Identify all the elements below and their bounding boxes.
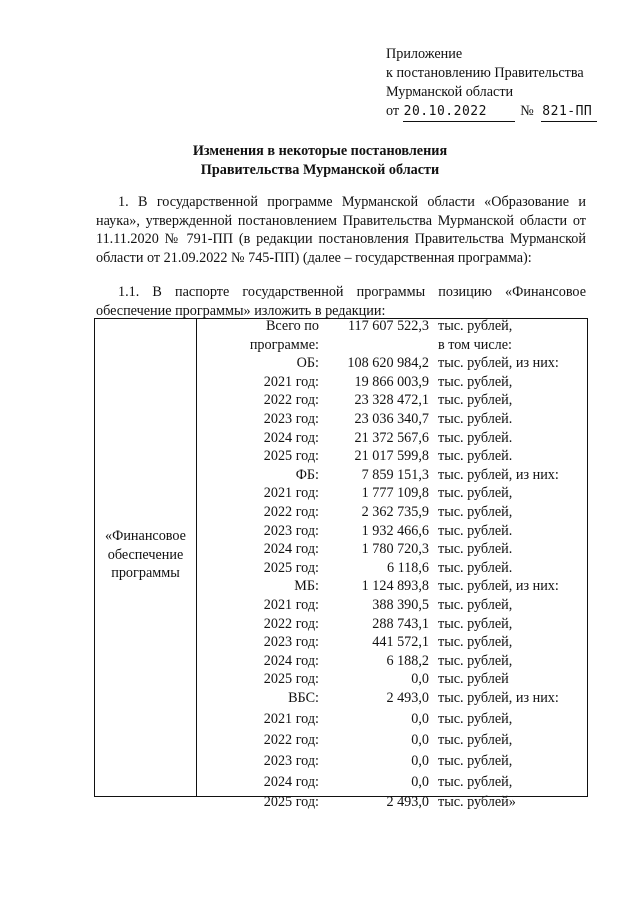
row-unit: тыс. рублей,	[438, 392, 513, 409]
table-row	[197, 522, 587, 541]
row-label: 2024 год:	[263, 541, 319, 558]
table-row	[197, 633, 587, 652]
appendix-date-line	[386, 102, 597, 122]
row-label: 2025 год:	[263, 448, 319, 465]
row-label: программе:	[249, 336, 319, 353]
row-unit: тыс. рублей.	[438, 411, 513, 427]
date-prefix: от	[386, 103, 400, 119]
row-label: 2023 год:	[263, 634, 319, 651]
row-unit: тыс. рублей,	[438, 774, 513, 790]
financing-table	[94, 318, 588, 810]
handwritten-date: 20.10.2022	[403, 102, 515, 122]
title-line-2: Правительства Мурманской области	[200, 162, 440, 178]
table-row	[197, 317, 587, 336]
table-row	[197, 503, 587, 522]
appendix-line-2: к постановлению Правительства	[386, 65, 584, 81]
row-value: 23 328 472,1	[354, 392, 429, 409]
row-value: 6 188,2	[386, 652, 429, 669]
row-value: 0,0	[411, 732, 429, 748]
row-unit: тыс. рублей, из них:	[438, 578, 559, 595]
row-value: 2 493,0	[386, 794, 429, 810]
row-value: 288 743,1	[372, 615, 429, 632]
row-value: 2 362 735,9	[361, 504, 429, 520]
handwritten-number: 821-ПП	[541, 102, 597, 122]
table-row	[197, 596, 587, 615]
row-label: 2025 год:	[263, 794, 319, 810]
row-unit: тыс. рублей	[438, 671, 509, 688]
table-row	[197, 466, 587, 485]
table-row	[197, 429, 587, 448]
row-unit: тыс. рублей,	[438, 634, 513, 651]
table-row	[197, 577, 587, 596]
row-label: 2025 год:	[263, 671, 319, 688]
table-row	[197, 689, 587, 708]
row-label: ВБС:	[288, 690, 319, 706]
row-unit: в том числе:	[438, 336, 512, 353]
row-label: 2024 год:	[263, 774, 319, 790]
number-sign: №	[520, 103, 534, 119]
table-left-label	[95, 527, 196, 583]
row-value: 1 780 720,3	[361, 541, 429, 558]
row-unit: тыс. рублей,	[438, 597, 513, 613]
row-value: 108 620 984,2	[347, 355, 429, 372]
row-value: 21 017 599,8	[354, 448, 429, 465]
row-unit: тыс. рублей,	[438, 652, 513, 669]
appendix-line-3: Мурманской области	[386, 84, 514, 100]
row-unit: тыс. рублей.	[438, 448, 513, 465]
row-label: 2024 год:	[263, 652, 319, 669]
row-unit: тыс. рублей,	[438, 753, 513, 769]
row-unit: тыс. рублей»	[438, 794, 516, 810]
row-unit: тыс. рублей,	[438, 485, 513, 502]
table-row	[197, 559, 587, 578]
table-row	[197, 391, 587, 410]
table-row	[197, 540, 587, 559]
row-unit: тыс. рублей,	[438, 711, 513, 727]
left-label-line-2: обеспечение	[107, 546, 184, 563]
paragraph-1: 1. В государственной программе Мурманской области «Образование и наука», утвержденной постановлением Правительства Мурманской области от 11.11.2020 № 791-ПП (в редакции постановления Правительства Мурманской области от 21.09.2022 № 745-ПП) (далее – государственная программа):	[96, 194, 586, 266]
row-value: 2 493,0	[386, 690, 429, 706]
table-row	[197, 615, 587, 634]
row-label: 2021 год:	[263, 373, 319, 390]
row-unit: тыс. рублей, из них:	[438, 466, 559, 483]
row-label: 2022 год:	[263, 392, 319, 409]
table-row	[197, 731, 587, 750]
row-unit: тыс. рублей,	[438, 615, 513, 632]
row-label: 2023 год:	[263, 411, 319, 427]
left-label-line-1: «Финансовое	[105, 528, 186, 544]
table-row	[197, 652, 587, 671]
table-row	[197, 354, 587, 373]
row-value: 1 777 109,8	[361, 485, 429, 502]
row-value: 1 124 893,8	[361, 578, 429, 595]
table-row	[197, 710, 587, 729]
row-label: 2024 год:	[263, 429, 319, 446]
row-unit: тыс. рублей.	[438, 429, 513, 446]
row-label: 2025 год:	[263, 559, 319, 576]
row-value: 0,0	[411, 671, 429, 688]
row-label: 2021 год:	[263, 485, 319, 502]
row-value: 441 572,1	[372, 634, 429, 651]
appendix-header	[386, 45, 597, 122]
row-unit: тыс. рублей, из них:	[438, 355, 559, 372]
row-value: 21 372 567,6	[354, 429, 429, 446]
row-label: ОБ:	[296, 355, 319, 372]
row-label: Всего по	[265, 318, 319, 334]
row-unit: тыс. рублей,	[438, 504, 513, 520]
appendix-line-1: Приложение	[386, 46, 463, 62]
row-value: 7 859 151,3	[361, 466, 429, 483]
row-unit: тыс. рублей,	[438, 373, 513, 390]
row-value: 117 607 522,3	[347, 318, 429, 334]
row-label: МБ:	[294, 578, 319, 595]
row-value: 0,0	[411, 711, 429, 727]
row-value: 6 118,6	[386, 559, 429, 576]
row-unit: тыс. рублей, из них:	[438, 690, 559, 706]
table-row	[197, 670, 587, 689]
table-row	[197, 752, 587, 771]
table-row	[197, 373, 587, 392]
row-unit: тыс. рублей.	[438, 541, 513, 558]
table-row	[197, 484, 587, 503]
row-label: 2022 год:	[263, 615, 319, 632]
row-value: 388 390,5	[372, 597, 429, 613]
row-unit: тыс. рублей.	[438, 559, 513, 576]
row-value: 19 866 003,9	[354, 373, 429, 390]
row-label: 2023 год:	[263, 522, 319, 539]
title-line-1: Изменения в некоторые постановления	[192, 143, 448, 159]
row-label: 2023 год:	[263, 753, 319, 769]
row-unit: тыс. рублей,	[438, 318, 513, 334]
table-row	[197, 336, 587, 355]
row-value: 0,0	[411, 774, 429, 790]
document-title	[0, 142, 640, 180]
row-value: 23 036 340,7	[354, 411, 429, 427]
row-value: 0,0	[411, 753, 429, 769]
table-row	[197, 793, 587, 812]
row-unit: тыс. рублей.	[438, 522, 513, 539]
table-row	[197, 410, 587, 429]
row-unit: тыс. рублей,	[438, 732, 513, 748]
table-row	[197, 773, 587, 792]
row-label: 2022 год:	[263, 732, 319, 748]
row-label: 2021 год:	[263, 597, 319, 613]
row-label: 2021 год:	[263, 711, 319, 727]
row-label: ФБ:	[295, 466, 319, 483]
table-row	[197, 447, 587, 466]
paragraph-1-1: 1.1. В паспорте государственной программы позицию «Финансовое обеспечение программы» изложить в редакции:	[96, 284, 586, 319]
row-value: 1 932 466,6	[361, 522, 429, 539]
left-label-line-3: программы	[111, 565, 180, 582]
row-label: 2022 год:	[263, 504, 319, 520]
